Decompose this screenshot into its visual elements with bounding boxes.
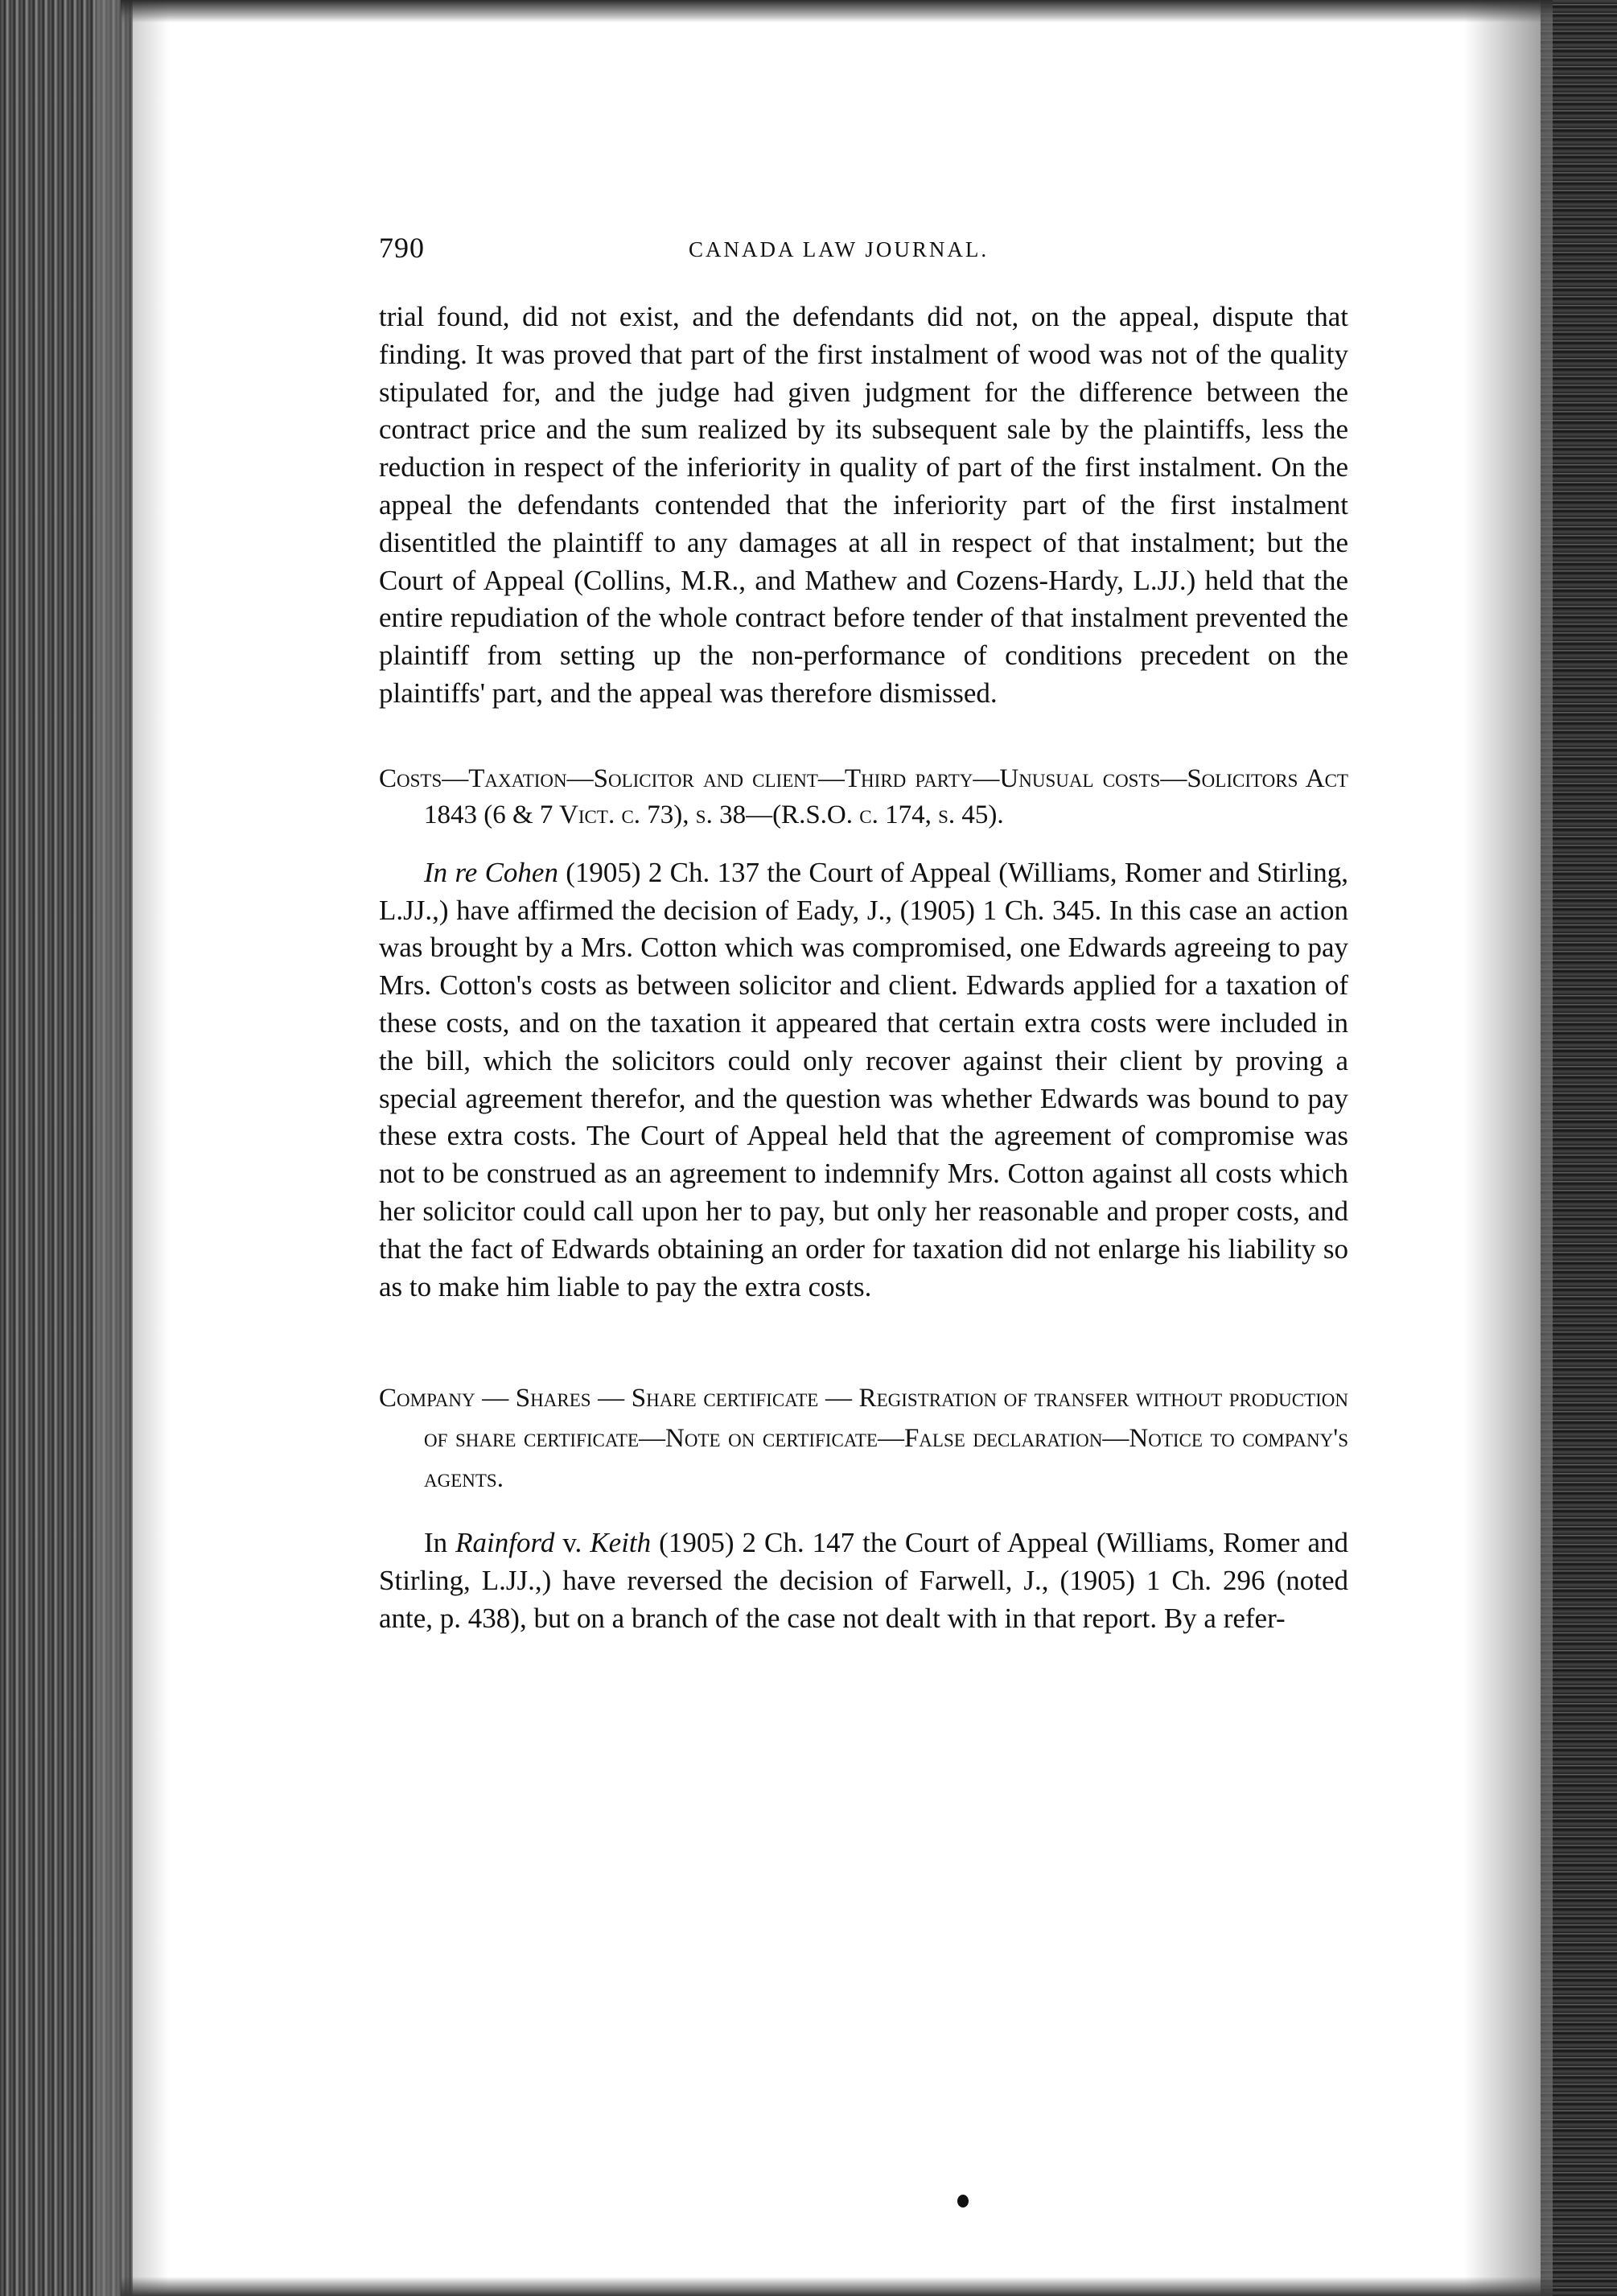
page-number: 790 — [379, 232, 425, 264]
body-paragraph-3-prefix: In — [424, 1527, 456, 1559]
case-name-in-re-cohen: In re Cohen — [424, 856, 558, 888]
body-paragraph-3-text: (1905) 2 Ch. 147 the Court of Appeal (Williams, Romer and Stirling, L.JJ.,) have reversed the decision of Farwell, J., (1905) 1 Ch. 296 (noted ante, p. 438), but on a branch of the case not dealt with in that report. By a refer- — [379, 1527, 1349, 1634]
document-page — [379, 221, 1348, 1638]
running-head — [379, 221, 1348, 270]
section-headnote-costs: Costs—Taxation—Solicitor and client—Third party—Unusual costs—Solicitors Act 1843 (6 & 7 Vict. c. 73), s. 38—(R.S.O. c. 174, s. 45). — [379, 763, 1348, 829]
section-headnote-company: Company — Shares — Share certificate — Registration of transfer without production of share certificate—Note on certificate—False declaration—Notice to company's agents. — [379, 1384, 1348, 1494]
body-paragraph-2-text: (1905) 2 Ch. 137 the Court of Appeal (Williams, Romer and Stirling, L.JJ.,) have affirmed the decision of Eady, J., (1905) 1 Ch. 345. In this case an action was brought by a Mrs. Cotton which was compromised, one Edwards agreeing to pay Mrs. Cotton's costs as between solicitor and client. Edwards applied for a taxation of these costs, and on the taxation it appeared that certain extra costs were included in the bill, which the solicitors could only recover against their client by proving a special agreement therefor, and the question was whether Edwards was bound to pay these extra costs. The Court of Appeal held that the agreement of compromise was not to be construed as an agreement to indemnify Mrs. Cotton against all costs which her solicitor could call upon her to pay, but only her reasonable and proper costs, and that the fact of Edwards obtaining an order for taxation did not enlarge his liability so as to make him liable to pay the extra costs. — [379, 856, 1348, 1302]
body-paragraph-3 — [379, 1524, 1348, 1637]
case-name-rainford: Rainford — [455, 1527, 555, 1559]
scan-edge-left-shadow — [97, 0, 169, 2296]
body-paragraph-3-versus: v. — [554, 1527, 590, 1559]
scan-edge-bottom — [121, 2277, 1553, 2296]
body-paragraph-1: trial found, did not exist, and the defendants did not, on the appeal, dispute that finding. It was proved that part of the first instalment of wood was not of the quality stipulated for, and the judge had given judgment for the difference between the contract price and the sum realized by its subsequent sale by the plaintiffs, less the reduction in respect of the inferiority in quality of part of the first instalment. On the appeal the defendants contended that the inferiority part of the first instalment disentitled the plaintiff to any damages at all in respect of that instalment; but the Court of Appeal (Collins, M.R., and Mathew and Cozens-Hardy, L.JJ.) held that the entire repudiation of the whole contract before tender of that instalment prevented the plaintiff from setting up the non-performance of conditions precedent on the plaintiffs' part, and the appeal was therefore dismissed. — [379, 301, 1348, 709]
scan-edge-top — [121, 0, 1553, 23]
case-name-keith: Keith — [590, 1527, 652, 1559]
body-paragraph-2 — [379, 854, 1348, 1306]
scan-edge-right-shadow — [1464, 0, 1553, 2296]
journal-title: CANADA LAW JOURNAL. — [689, 237, 990, 261]
ink-speck — [957, 2195, 969, 2208]
